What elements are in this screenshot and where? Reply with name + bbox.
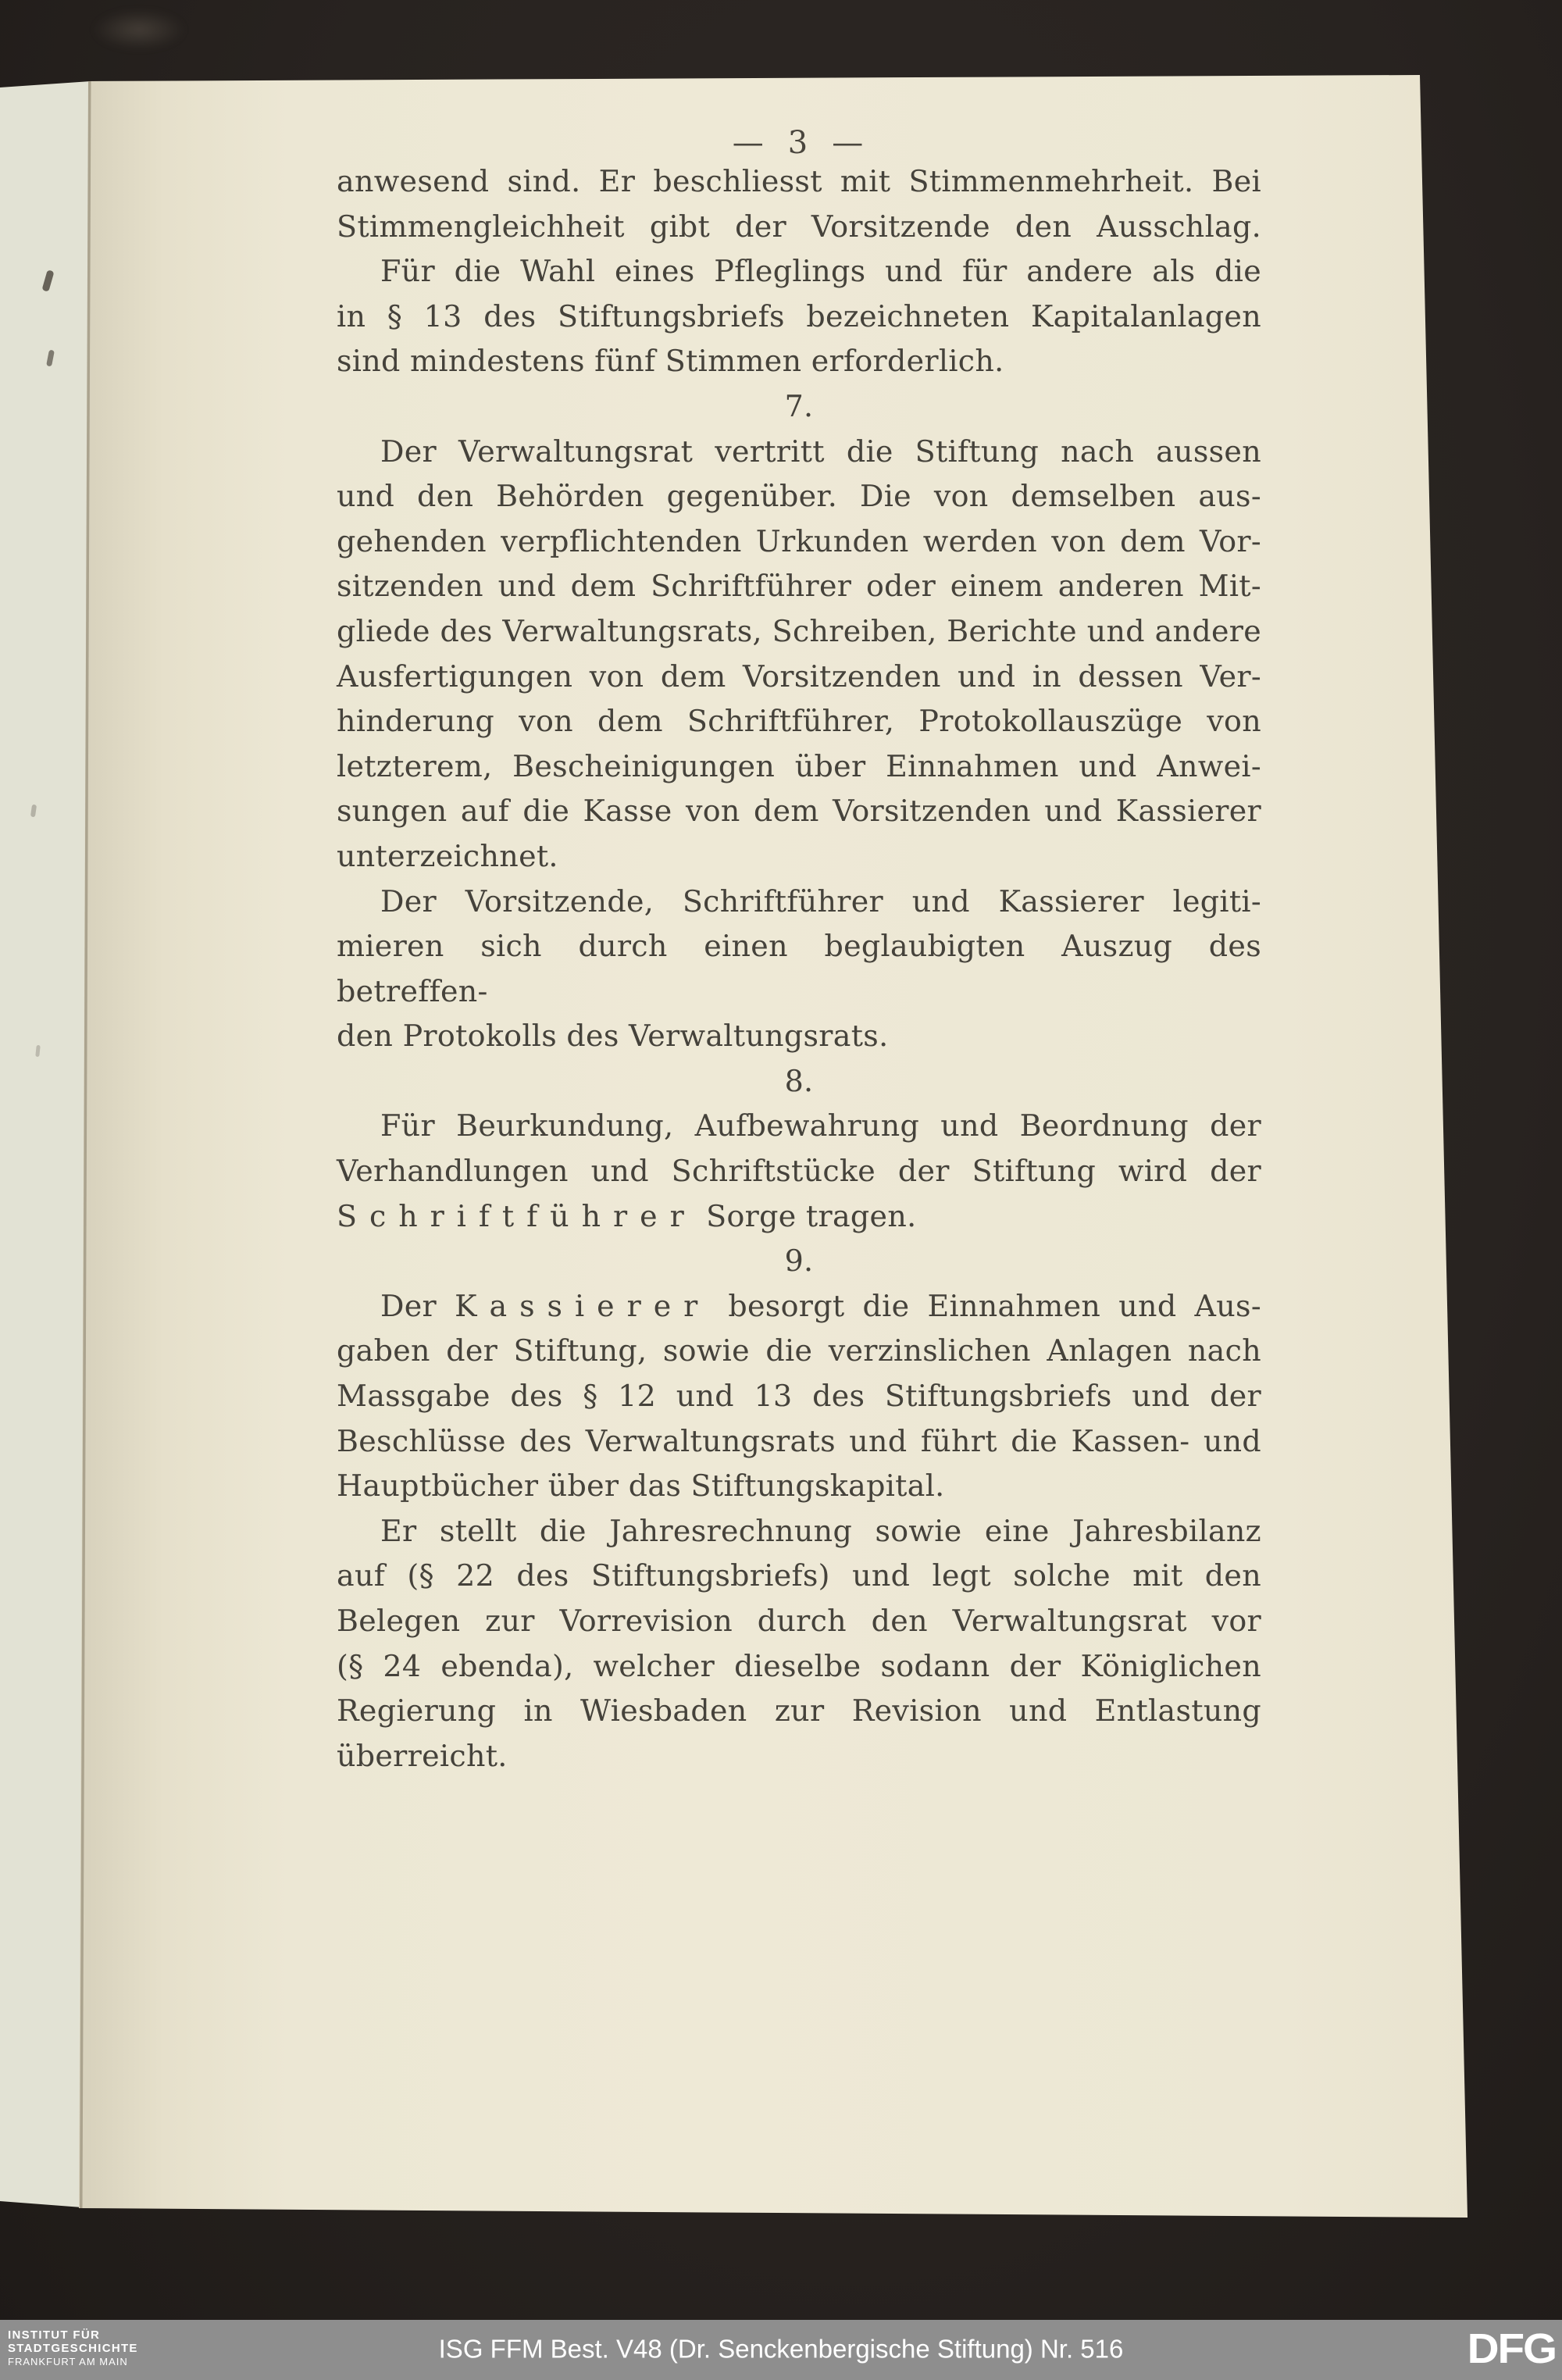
text-line: den Protokolls des Verwaltungsrats. <box>337 1019 889 1054</box>
text-segment: besorgt die Einnahmen und Aus- <box>710 1288 1261 1323</box>
text-line: gaben der Stiftung, sowie die verzinslichen Anlagen nach <box>337 1333 1261 1368</box>
isg-logo <box>8 2328 138 2368</box>
section-number: 9. <box>784 1244 814 1279</box>
text-line: sind mindestens fünf Stimmen erforderlich. <box>337 344 1004 379</box>
page-number-value: 3 <box>787 125 809 161</box>
text-line: Hauptbücher über das Stiftungskapital. <box>337 1468 945 1504</box>
text-line: und den Behörden gegenüber. Die von demselben aus- <box>337 479 1261 514</box>
text-line: überreicht. <box>337 1738 508 1773</box>
isg-logo-line3: FRANKFURT AM MAIN <box>8 2356 128 2368</box>
page-number-dash-left: — <box>732 125 765 161</box>
page-number <box>336 125 1261 161</box>
text-line: Stimmengleichheit gibt der Vorsitzende den Ausschlag. <box>337 209 1261 244</box>
text-line: (§ 24 ebenda), welcher dieselbe sodann der Königlichen <box>337 1648 1261 1683</box>
letterspaced-word: Schriftführer <box>337 1198 697 1233</box>
page-number-dash-right: — <box>832 125 865 161</box>
text-line: letzterem, Bescheinigungen über Einnahmen und Anwei- <box>337 748 1261 783</box>
text-line: gehenden verpflichtenden Urkunden werden von dem Vor- <box>337 523 1261 558</box>
text-lines <box>337 159 1261 1779</box>
footer-bar <box>0 2320 1562 2380</box>
text-line: auf (§ 22 des Stiftungsbriefs) und legt solche mit den <box>337 1558 1261 1593</box>
dfg-logo: DFG <box>1467 2325 1556 2372</box>
text-line <box>337 1194 1261 1240</box>
text-line: Massgabe des § 12 und 13 des Stiftungsbriefs und der <box>337 1379 1261 1414</box>
text-line: sitzenden und dem Schriftführer oder einem anderen Mit- <box>337 569 1261 604</box>
text-segment: Der <box>380 1288 455 1323</box>
text-line: Er stellt die Jahresrechnung sowie eine Jahresbilanz <box>380 1513 1261 1548</box>
section-number: 8. <box>784 1063 814 1098</box>
text-line: sungen auf die Kasse von dem Vorsitzenden und Kassierer <box>337 794 1261 829</box>
text-line: Beschlüsse des Verwaltungsrats und führt die Kassen- und <box>337 1423 1261 1458</box>
isg-logo-line2: STADTGESCHICHTE <box>8 2342 138 2355</box>
text-line: anwesend sind. Er beschliesst mit Stimmenmehrheit. Bei <box>337 164 1261 198</box>
text-line: Ausfertigungen von dem Vorsitzenden und in dessen Ver- <box>337 658 1261 694</box>
text-line: Verhandlungen und Schriftstücke der Stiftung wird der <box>337 1154 1261 1189</box>
letterspaced-word: Kassierer <box>455 1288 711 1323</box>
text-line: Für Beurkundung, Aufbewahrung und Beordnung der <box>380 1108 1261 1144</box>
text-line: mieren sich durch einen beglaubigten Auszug des betreffen- <box>337 929 1261 1008</box>
text-line: Belegen zur Vorrevision durch den Verwaltungsrat vor <box>337 1604 1261 1638</box>
text-line: gliede des Verwaltungsrats, Schreiben, Berichte und andere <box>337 613 1261 648</box>
text-line: Regierung in Wiesbaden zur Revision und Entlastung <box>337 1693 1261 1729</box>
text-line <box>337 1284 1261 1329</box>
text-line: in § 13 des Stiftungsbriefs bezeichneten Kapitalanlagen <box>337 298 1261 334</box>
text-line: Für die Wahl eines Pfleglings und für andere als die <box>380 254 1261 289</box>
isg-logo-line1: INSTITUT FÜR <box>8 2328 101 2342</box>
background-smudge <box>92 9 186 50</box>
text-line: unterzeichnet. <box>337 838 558 873</box>
text-line: hinderung von dem Schriftführer, Protokollauszüge von <box>337 704 1261 739</box>
text-line: Der Vorsitzende, Schriftführer und Kassierer legiti- <box>380 883 1261 919</box>
footer-caption: ISG FFM Best. V48 (Dr. Senckenbergische Stiftung) Nr. 516 <box>438 2333 1124 2363</box>
text-line: Der Verwaltungsrat vertritt die Stiftung nach aussen <box>380 434 1261 469</box>
section-number: 7. <box>784 388 814 423</box>
text-segment: Sorge tragen. <box>696 1198 917 1233</box>
